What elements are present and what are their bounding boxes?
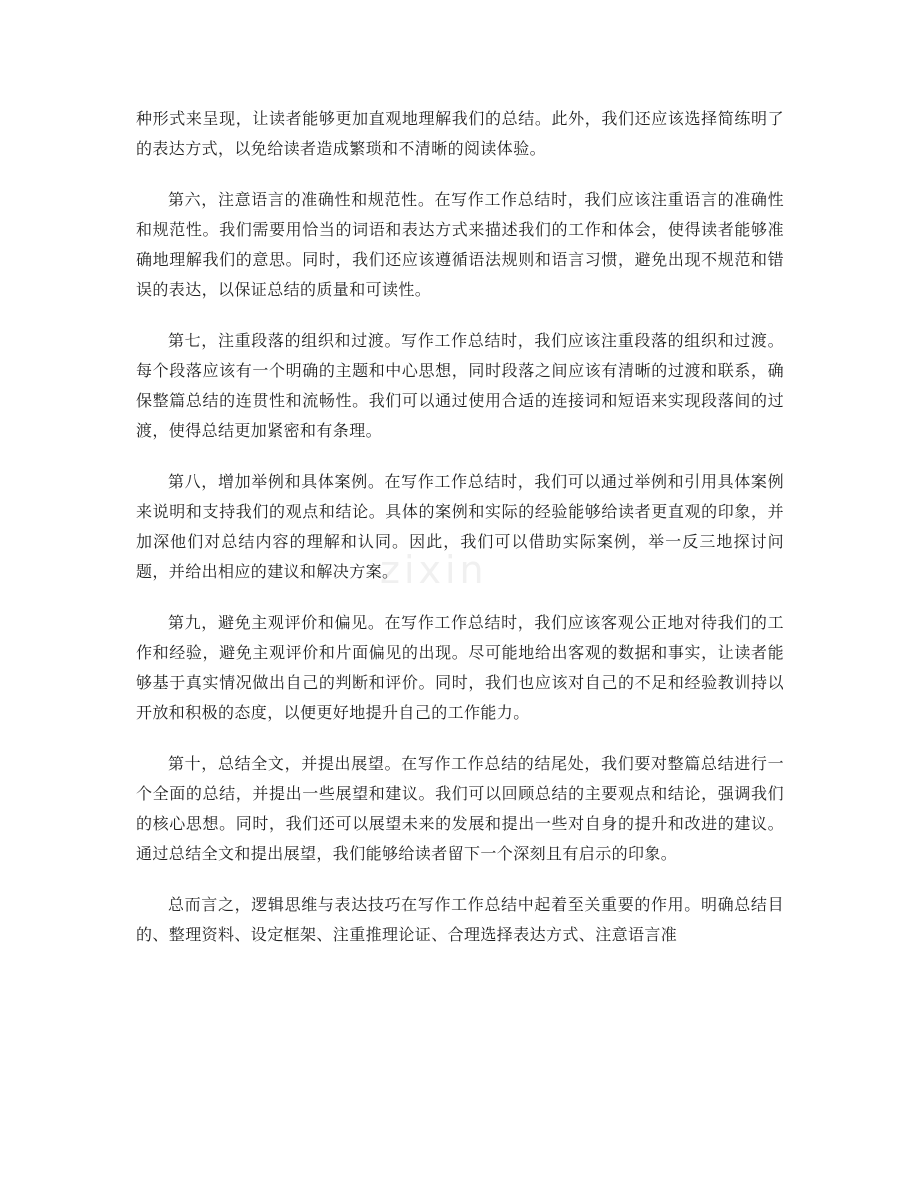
watermark: zixin: [380, 548, 488, 592]
paragraph-conclusion: 总而言之，逻辑思维与表达技巧在写作工作总结中起着至关重要的作用。明确总结目的、整理资料、设定框架、注重推理论证、合理选择表达方式、注意语言准: [136, 895, 784, 944]
paragraph-sixth: 第六，注意语言的准确性和规范性。在写作工作总结时，我们应该注重语言的准确性和规范性。我们需要用恰当的词语和表达方式来描述我们的工作和体会，使得读者能够准确地理解我们的意思。同时，我们还应该遵循语法规则和语言习惯，避免出现不规范和错误的表达，以保证总结的质量和可读性。: [136, 190, 784, 299]
paragraph-continued: 种形式来呈现，让读者能够更加直观地理解我们的总结。此外，我们还应该选择简练明了的表达方式，以免给读者造成繁琐和不清晰的阅读体验。: [136, 109, 784, 158]
paragraph-eighth: 第八，增加举例和具体案例。在写作工作总结时，我们可以通过举例和引用具体案例来说明和支持我们的观点和结论。具体的案例和实际的经验能够给读者更直观的印象，并加深他们对总结内容的理解和认同。因此，我们可以借助实际案例，举一反三地探讨问题，并给出相应的建议和解决方案。: [136, 472, 784, 581]
paragraph-seventh: 第七，注重段落的组织和过渡。写作工作总结时，我们应该注重段落的组织和过渡。每个段落应该有一个明确的主题和中心思想，同时段落之间应该有清晰的过渡和联系，确保整篇总结的连贯性和流畅性。我们可以通过使用合适的连接词和短语来实现段落间的过渡，使得总结更加紧密和有条理。: [136, 331, 784, 440]
paragraph-tenth: 第十，总结全文，并提出展望。在写作工作总结的结尾处，我们要对整篇总结进行一个全面的总结，并提出一些展望和建议。我们可以回顾总结的主要观点和结论，强调我们的核心思想。同时，我们还可以展望未来的发展和提出一些对自身的提升和改进的建议。通过总结全文和提出展望，我们能够给读者留下一个深刻且有启示的印象。: [136, 754, 784, 863]
document-body: [136, 104, 784, 971]
paragraph-ninth: 第九，避免主观评价和偏见。在写作工作总结时，我们应该客观公正地对待我们的工作和经验，避免主观评价和片面偏见的出现。尽可能地给出客观的数据和事实，让读者能够基于真实情况做出自己的判断和评价。同时，我们也应该对自己的不足和经验教训持以开放和积极的态度，以便更好地提升自己的工作能力。: [136, 613, 784, 722]
